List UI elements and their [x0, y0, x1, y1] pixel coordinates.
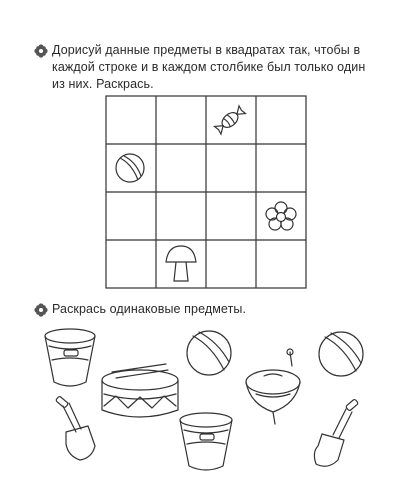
shovel-icon: [55, 396, 95, 460]
spinning-top-icon: [246, 349, 300, 424]
drum-icon: [102, 364, 178, 417]
bucket-icon: [45, 329, 95, 386]
task-1-text: Дорисуй данные предметы в квадратах так, чтобы в каждой строке и в каждом столбике был только один из них. Раскрась.: [52, 43, 366, 91]
ball-icon: [319, 332, 363, 376]
shovel-icon: [314, 399, 358, 466]
ball-icon: [187, 331, 231, 375]
bucket-icon: [180, 413, 232, 470]
task-2-text: Раскрась одинаковые предметы.: [52, 302, 247, 316]
